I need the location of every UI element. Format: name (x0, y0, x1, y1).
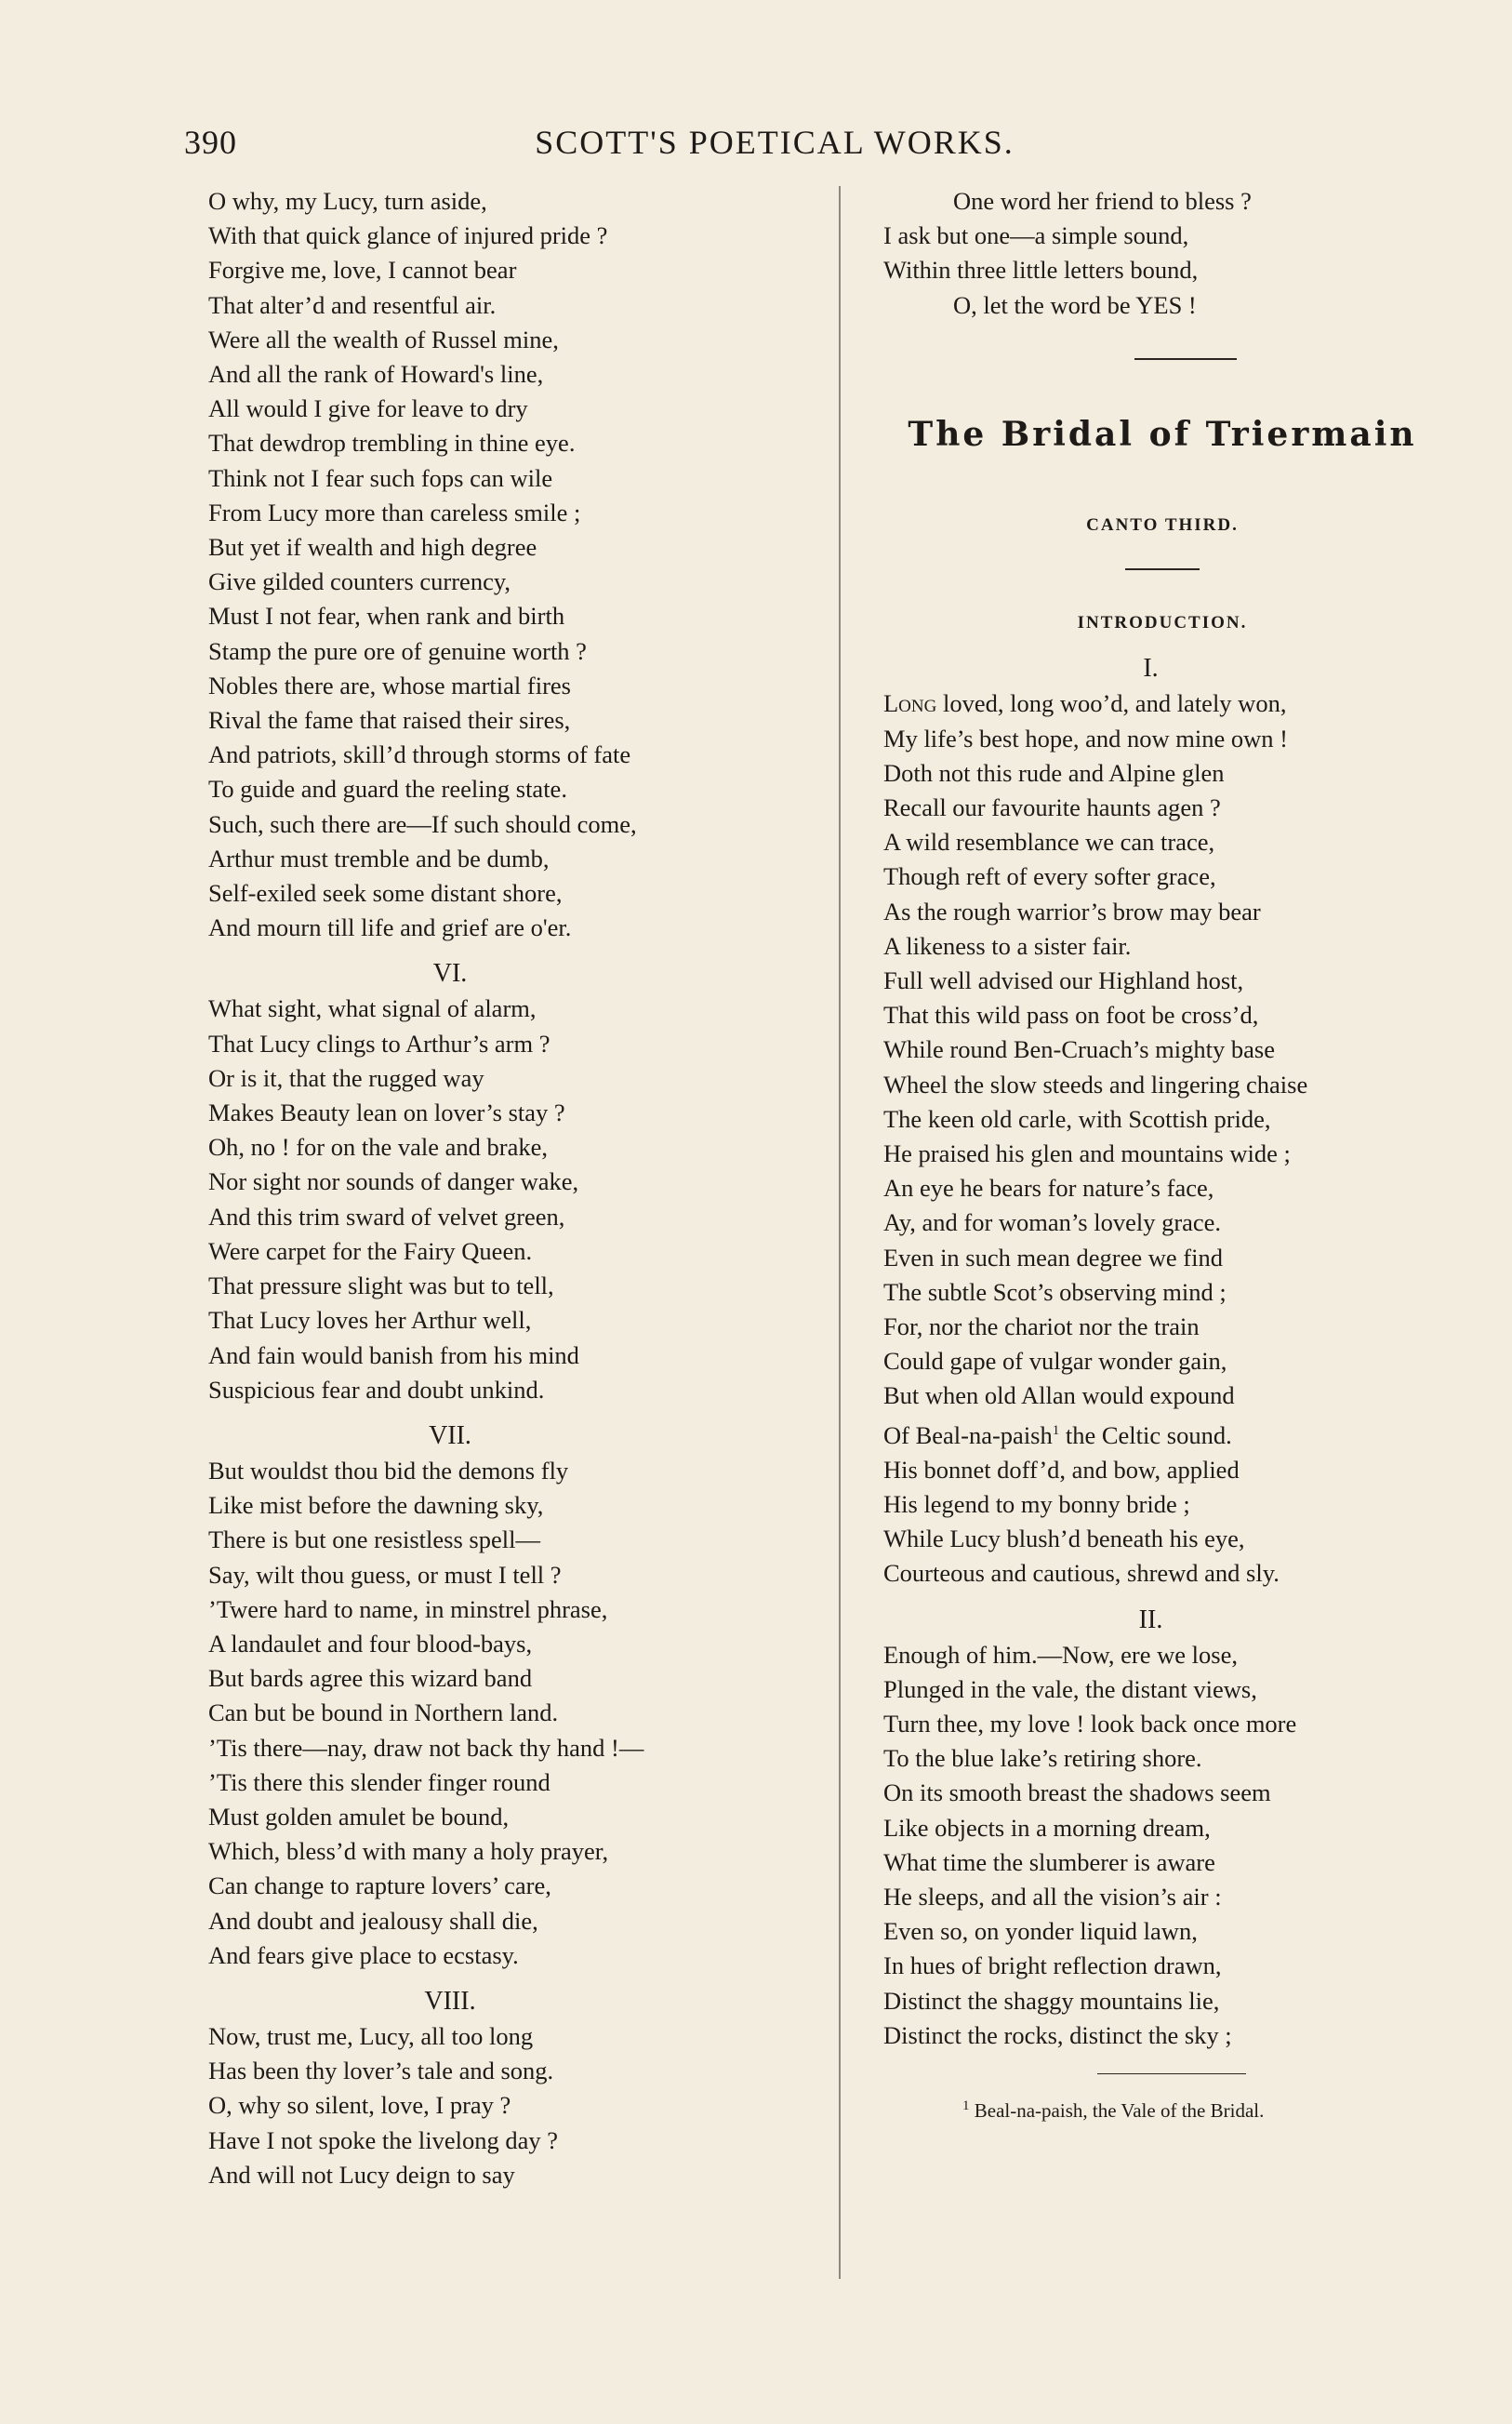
verse-line: Wheel the slow steeds and lingering chaise (883, 1070, 1308, 1099)
verse-line: Suspicious fear and doubt unkind. (208, 1375, 545, 1404)
stanza-number-vi: VI. (432, 959, 468, 989)
verse-line: And fears give place to ecstasy. (208, 1940, 519, 1969)
verse-line: ’Tis there this slender finger round (208, 1767, 550, 1796)
verse-line: Plunged in the vale, the distant views, (883, 1674, 1257, 1703)
verse-line: A landaulet and four blood-bays, (208, 1629, 533, 1658)
verse-line: And mourn till life and grief are o'er. (208, 913, 572, 942)
continuation-stanza (883, 184, 1441, 323)
verse-line: Have I not spoke the livelong day ? (208, 2125, 559, 2154)
verse-line: In hues of bright reflection drawn, (883, 1951, 1222, 1980)
verse-line: Courteous and cautious, shrewd and sly. (883, 1559, 1280, 1588)
verse-line: Recall our favourite haunts agen ? (883, 793, 1221, 822)
verse-line: Were carpet for the Fairy Queen. (208, 1236, 533, 1265)
verse-line: Even so, on yonder liquid lawn, (883, 1917, 1198, 1946)
verse-line: Like mist before the dawning sky, (208, 1491, 544, 1520)
verse-line: Such, such there are—If such should come, (208, 809, 637, 838)
canto-divider (1125, 568, 1200, 570)
verse-line: While Lucy blush’d beneath his eye, (883, 1525, 1245, 1553)
verse-line: Can change to rapture lovers’ care, (208, 1871, 551, 1900)
drop-word: Long (883, 689, 937, 718)
running-title: SCOTT'S POETICAL WORKS. (535, 124, 1015, 161)
verse-line: And all the rank of Howard's line, (208, 360, 544, 389)
verse-line: Can but be bound in Northern land. (208, 1698, 559, 1727)
page-header (0, 123, 1512, 169)
verse-line: O, let the word be YES ! (953, 290, 1197, 319)
verse-line: Like objects in a morning dream, (883, 1813, 1211, 1842)
verse-line: And patriots, skill’d through storms of fate (208, 740, 631, 769)
verse-line: The subtle Scot’s observing mind ; (883, 1277, 1227, 1306)
verse-line: And doubt and jealousy shall die, (208, 1906, 538, 1935)
verse-line: A wild resemblance we can trace, (883, 828, 1215, 857)
verse-line: My life’s best hope, and now mine own ! (883, 724, 1288, 753)
verse-line: Arthur must tremble and be dumb, (208, 844, 550, 872)
verse-line: But when old Allan would expound (883, 1381, 1235, 1410)
verse-line: To the blue lake’s retiring shore. (883, 1744, 1202, 1773)
footnote: $^1$ Beal-na-paish, the Vale of the Bridal. (962, 2098, 1265, 2122)
verse-line: The keen old carle, with Scottish pride, (883, 1104, 1271, 1133)
verse-line: Rival the fame that raised their sires, (208, 706, 571, 735)
verse-line: But bards agree this wizard band (208, 1664, 533, 1693)
verse-line: Which, bless’d with many a holy prayer, (208, 1837, 609, 1866)
canto-label: CANTO THIRD. (1086, 515, 1239, 536)
section-divider (1134, 358, 1237, 360)
beal-na-paish-line: Of Beal-na-paish$^1$ the Celtic sound. (883, 1420, 1232, 1449)
introduction-label: INTRODUCTION. (1077, 613, 1248, 633)
stanza-viii (208, 2019, 803, 2192)
verse-line: What time the slumberer is aware (883, 1847, 1215, 1876)
verse-line: Give gilded counters currency, (208, 567, 511, 596)
verse-line: Stamp the pure ore of genuine worth ? (208, 636, 587, 665)
stanza-number-vii: VII. (429, 1420, 471, 1450)
verse-line: A likeness to a sister fair. (883, 931, 1132, 960)
verse-line: Could gape of vulgar wonder gain, (883, 1347, 1227, 1376)
verse-line: And fain would banish from his mind (208, 1340, 579, 1369)
verse-line: That this wild pass on foot be cross’d, (883, 1001, 1259, 1030)
verse-line: Makes Beauty lean on lover’s stay ? (208, 1099, 565, 1127)
verse-line: Full well advised our Highland host, (883, 966, 1244, 995)
verse-line: Ay, and for woman’s lovely grace. (883, 1208, 1222, 1237)
stanza-i (883, 722, 1441, 1414)
verse-line: He praised his glen and mountains wide ; (883, 1139, 1291, 1168)
stanza-number-i: I. (1143, 654, 1159, 684)
verse-line: Now, trust me, Lucy, all too long (208, 2021, 534, 2050)
verse-line: Nor sight nor sounds of danger wake, (208, 1167, 579, 1196)
verse-line: With that quick glance of injured pride ? (208, 221, 608, 250)
verse-line: Doth not this rude and Alpine glen (883, 758, 1225, 787)
verse-line: And will not Lucy deign to say (208, 2160, 515, 2189)
first-line-rest: loved, long woo’d, and lately won, (936, 689, 1287, 718)
verse-line: But wouldst thou bid the demons fly (208, 1456, 569, 1485)
verse-line: One word her friend to bless ? (953, 187, 1252, 215)
verse-line: Forgive me, love, I cannot bear (208, 256, 517, 285)
verse-line: Or is it, that the rugged way (208, 1063, 484, 1092)
verse-line: Though reft of every softer grace, (883, 862, 1216, 891)
verse-line: To guide and guard the reeling state. (208, 775, 567, 804)
stanza-ii (883, 1638, 1441, 2053)
verse-line: Think not I fear such fops can wile (208, 463, 553, 492)
verse-line: Nobles there are, whose martial fires (208, 671, 571, 699)
verse-line: From Lucy more than careless smile ; (208, 498, 581, 526)
verse-line: I ask but one—a simple sound, (883, 221, 1189, 250)
verse-line: Self-exiled seek some distant shore, (208, 879, 563, 908)
verse-line: Even in such mean degree we find (883, 1243, 1223, 1272)
verse-line: His bonnet doff’d, and bow, applied (883, 1455, 1240, 1484)
verse-line: What sight, what signal of alarm, (208, 994, 537, 1023)
verse-line: Say, wilt thou guess, or must I tell ? (208, 1560, 562, 1589)
page-number: 390 (184, 124, 237, 161)
verse-line: And this trim sward of velvet green, (208, 1202, 565, 1231)
stanza-i-end (883, 1453, 1441, 1592)
verse-line: That pressure slight was but to tell, (208, 1272, 554, 1300)
verse-line: ’Twere hard to name, in minstrel phrase, (208, 1594, 608, 1623)
footnote-rule (1097, 2073, 1246, 2074)
verse-line: Distinct the shaggy mountains lie, (883, 1986, 1220, 2015)
verse-line: Turn thee, my love ! look back once more (883, 1709, 1297, 1738)
verse-line: Must I not fear, when rank and birth (208, 602, 565, 631)
column-divider (839, 186, 841, 2279)
verse-line: Distinct the rocks, distinct the sky ; (883, 2020, 1232, 2049)
verse-line: There is but one resistless spell— (208, 1525, 540, 1554)
verse-line: Has been thy lover’s tale and song. (208, 2057, 554, 2085)
stanza-i-first-line (883, 686, 1441, 721)
section-title: The Bridal of Triermain (908, 414, 1417, 454)
verse-line: O why, my Lucy, turn aside, (208, 187, 487, 215)
verse-line: O, why so silent, love, I pray ? (208, 2091, 511, 2120)
verse-line: On its smooth breast the shadows seem (883, 1778, 1271, 1807)
footnote-ref: 1 (1052, 1422, 1060, 1438)
verse-line: Oh, no ! for on the vale and brake, (208, 1133, 548, 1162)
verse-line: That alter’d and resentful air. (208, 290, 497, 319)
verse-line: Enough of him.—Now, ere we lose, (883, 1640, 1238, 1669)
stanza-vi (208, 992, 803, 1406)
verse-line: That dewdrop trembling in thine eye. (208, 429, 576, 458)
verse-line: That Lucy clings to Arthur’s arm ? (208, 1029, 550, 1058)
verse-line: Must golden amulet be bound, (208, 1802, 510, 1831)
verse-line: He sleeps, and all the vision’s air : (883, 1882, 1222, 1911)
verse-line: An eye he bears for nature’s face, (883, 1174, 1214, 1203)
verse-line: As the rough warrior’s brow may bear (883, 897, 1261, 926)
verse-line: Were all the wealth of Russel mine, (208, 325, 559, 353)
stanza-number-viii: VIII. (424, 1986, 476, 2016)
stanza-vii (208, 1454, 803, 1973)
verse-line: His legend to my bonny bride ; (883, 1489, 1190, 1518)
stanza-a (208, 184, 803, 945)
verse-line: That Lucy loves her Arthur well, (208, 1306, 532, 1335)
verse-line: For, nor the chariot nor the train (883, 1312, 1200, 1341)
right-column (883, 184, 1441, 2128)
stanza-number-ii: II. (1138, 1605, 1163, 1634)
verse-line: While round Ben-Cruach’s mighty base (883, 1035, 1275, 1064)
verse-line: ’Tis there—nay, draw not back thy hand !— (208, 1733, 644, 1762)
verse-line: But yet if wealth and high degree (208, 533, 537, 562)
verse-line: Within three little letters bound, (883, 256, 1199, 285)
left-column (208, 184, 803, 2192)
verse-line: All would I give for leave to dry (208, 394, 528, 423)
